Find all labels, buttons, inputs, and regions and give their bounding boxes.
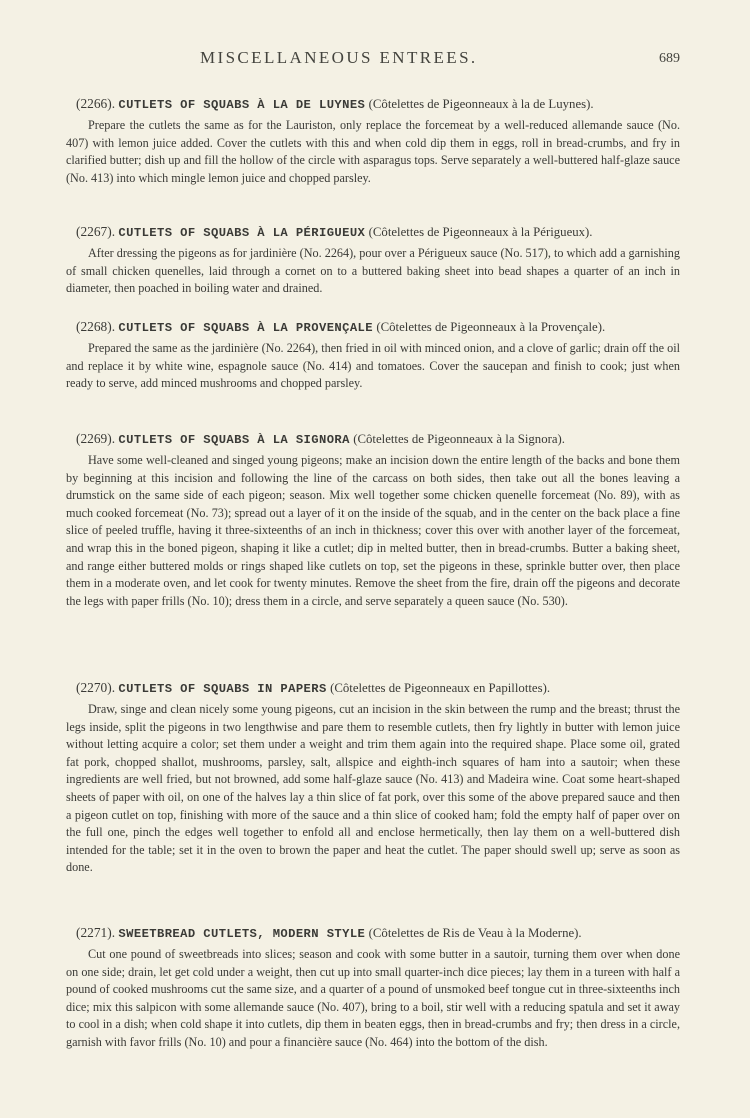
recipe-text: Draw, singe and clean nicely some young pigeons, cut an incision in the skin between the rump and the breast; thrust the legs inside, split the pigeons in two lengthwise and pare them to resemble cutlets, then fry lightly in butter with lemon juice without letting acquire a color; set them under a weight and trim them again into the required shape. Place some oil, grated fat pork, chopped shallot, mushrooms, parsley, salt, allspice and eighth-inch squares of ham into a sautoir; when these ingredients are well fried, but not browned, add some half-glaze sauce (No. 413) and Madeira wine. Coat some heart-shaped sheets of paper with oil, on one of the halves lay a thin slice of fat pork, over this some of the above prepared sauce and then a pigeon cutlet on top, finishing with more of the sauce and a thin slice of cooked ham; fold the empty half of paper over on the full one, pinch the edges well together to enfold all and enclose hermetically, then lay them on a well-buttered dish intended for the table; set it in the oven to brown the paper and heat the cutlet. The paper should swell up; serve as soon as done.: [66, 702, 680, 875]
recipe-number: (2270).: [76, 680, 116, 695]
recipe-2270: [66, 679, 680, 877]
recipe-french-title: (Côtelettes de Pigeonneaux à la Périgueux).: [368, 225, 593, 239]
recipe-french-title: (Côtelettes de Pigeonneaux à la Provençale).: [376, 320, 606, 334]
recipe-heading: [76, 223, 680, 242]
recipe-text: Prepared the same as the jardinière (No. 2264), then fried in oil with minced onion, and a clove of garlic; drain off the oil and replace it by white wine, espagnole sauce (No. 414) and tomatoes. Cover the saucepan and finish to cook; just when ready to serve, add minced mushrooms and chopped parsley.: [66, 341, 680, 391]
recipe-number: (2269).: [76, 431, 116, 446]
recipe-heading: [76, 95, 680, 114]
recipe-2268: [66, 318, 680, 393]
recipe-heading: [76, 924, 680, 943]
recipe-title: CUTLETS OF SQUABS IN PAPERS: [118, 682, 327, 696]
recipe-text: After dressing the pigeons as for jardinière (No. 2264), pour over a Périgueux sauce (No. 517), to which add a garnishing of small chicken quenelles, laid through a cornet on to a buttered baking sheet into bead shapes a quarter of an inch in diameter, then poached in boiling water and drained.: [66, 246, 680, 296]
recipe-heading: [76, 679, 680, 698]
recipe-title: CUTLETS OF SQUABS À LA PÉRIGUEUX: [118, 226, 366, 240]
recipe-french-title: (Côtelettes de Pigeonneaux à la Signora).: [353, 432, 566, 446]
recipe-heading: [76, 430, 680, 449]
recipe-title: CUTLETS OF SQUABS À LA DE LUYNES: [118, 98, 366, 112]
page-header: [0, 48, 750, 72]
recipe-2267: [66, 223, 680, 298]
recipe-number: (2266).: [76, 96, 116, 111]
recipe-2271: [66, 924, 680, 1052]
recipe-title: SWEETBREAD CUTLETS, MODERN STYLE: [118, 927, 366, 941]
recipe-text: Cut one pound of sweetbreads into slices; season and cook with some butter in a sautoir, turning them over when done on one side; drain, let get cold under a weight, then cut up into small quarter-inch dice pieces; lay them in a tureen with half a pound of cooked mushrooms cut the same size, and a quarter of a pound of unsmoked beef tongue cut in three-sixteenths inch dice; mix this salpicon with some allemande sauce (No. 407), bring to a boil, stir well with a reducing spatula and set it away to cool in a dish; when cold shape it into cutlets, dip them in beaten eggs, then in bread-crumbs and fry; then dress in a circle, garnish with favor frills (No. 10) and pour a financière sauce (No. 464) into the bottom of the dish.: [66, 947, 680, 1049]
recipe-french-title: (Côtelettes de Ris de Veau à la Moderne).: [368, 926, 582, 940]
recipe-2266: [66, 95, 680, 187]
recipe-heading: [76, 318, 680, 337]
page-number: 689: [659, 51, 680, 66]
recipe-number: (2271).: [76, 925, 116, 940]
running-title: MISCELLANEOUS ENTREES.: [200, 48, 478, 67]
recipe-2269: [66, 430, 680, 610]
recipe-title: CUTLETS OF SQUABS À LA SIGNORA: [118, 433, 350, 447]
recipe-text: Prepare the cutlets the same as for the Lauriston, only replace the forcemeat by a well-reduced allemande sauce (No. 407) with lemon juice added. Cover the cutlets with this and when cold dip them in eggs, roll in bread-crumbs, and fry in clarified butter; dish up and fill the hollow of the circle with asparagus tops. Serve separately a well-buttered half-glaze sauce (No. 413) into which mingle lemon juice and chopped parsley.: [66, 118, 680, 185]
recipe-text: Have some well-cleaned and singed young pigeons; make an incision down the entire length of the backs and bone them by beginning at this incision and following the line of the carcass on both sides, then take out all the bones leaving a drumstick on the same side of each pigeon; season. Mix well together some chicken quenelle forcemeat (No. 89), with as much cooked forcemeat (No. 73); spread out a layer of it on the inside of the squab, and in the center on the back place a fine slice of peeled truffle, having it three-sixteenths of an inch in thickness; cover this over with another layer of the forcemeat, and wrap this in the boned pigeon, shaping it like a cutlet; dip in melted butter, then in bread-crumbs. Butter a baking sheet, and range either buttered molds or rings shaped like cutlets on top, set the pigeons in these, sprinkle butter over, then place them in a moderate oven, and let cook for twenty minutes. Remove the sheet from the fire, drain off the pigeons and decorate the legs with paper frills (No. 10); dress them in a circle, and serve separately a queen sauce (No. 530).: [66, 453, 680, 608]
recipe-number: (2267).: [76, 224, 116, 239]
recipe-number: (2268).: [76, 319, 116, 334]
recipe-french-title: (Côtelettes de Pigeonneaux en Papillottes).: [330, 681, 551, 695]
recipe-french-title: (Côtelettes de Pigeonneaux à la de Luynes).: [368, 97, 594, 111]
recipe-title: CUTLETS OF SQUABS À LA PROVENÇALE: [118, 321, 373, 335]
